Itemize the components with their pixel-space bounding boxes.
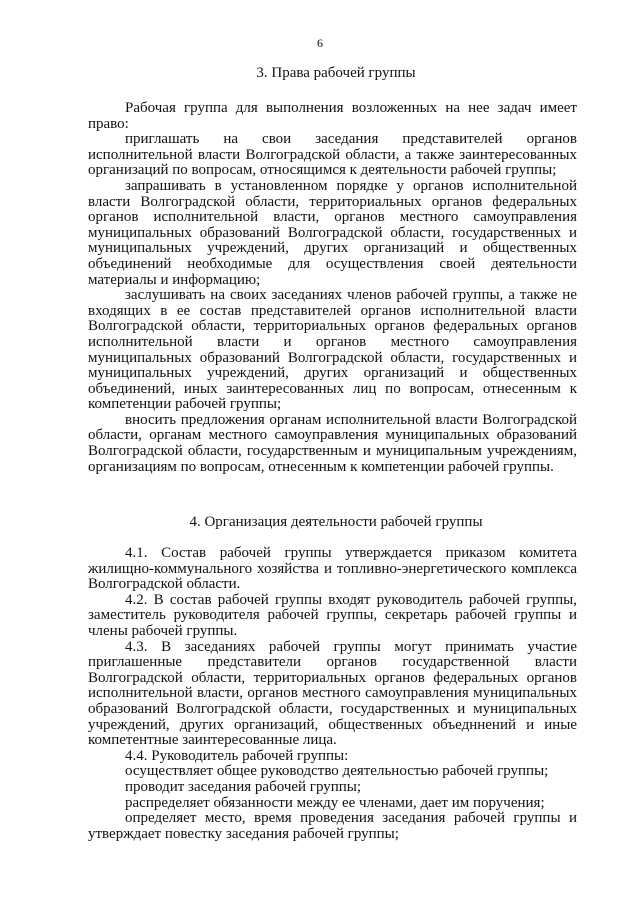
section-4-body <box>88 546 577 842</box>
section-4-paragraph: 4.2. В состав рабочей группы входят руководитель рабочей группы, заместитель руководителя рабочей группы, секретарь рабочей группы и члены рабочей группы. <box>88 591 577 639</box>
section-4-heading: 4. Организация деятельности рабочей группы <box>189 514 483 530</box>
section-3-paragraph: запрашивать в установленном порядке у органов исполнительной власти Волгоградской области, территориальных органов федеральных органов исполнительной власти, органов местного самоуправления муниципальных образований Волгоградской области, государственных и муниципальных учреждений, других организаций и общественных объединений необходимые для осуществления своей деятельности материалы и информацию; <box>88 177 577 288</box>
section-4-paragraph: 4.1. Состав рабочей группы утверждается приказом комитета жилищно-коммунального хозяйства и топливно-энергетического комплекса Волгоградской области. <box>88 545 577 593</box>
section-3-paragraph: вносить предложения органам исполнительной власти Волгоградской области, органам местного самоуправления муниципальных образований Волгоградской области, государственным и муниципальным учреждениям, организациям по вопросам, отнесенным к компетенции рабочей группы. <box>88 411 577 475</box>
section-4-paragraph: осуществляет общее руководство деятельностью рабочей группы; <box>125 763 549 780</box>
section-3-body <box>88 101 577 475</box>
section-4-paragraph: проводит заседания рабочей группы; <box>125 778 362 795</box>
section-3-paragraph: заслушивать на своих заседаниях членов рабочей группы, а также не входящих в ее состав представителей органов исполнительной власти Волгоградской области, территориальных органов федеральных органов исполнительной власти и органов местного самоуправления муниципальных образований Волгоградской области, государственных и муниципальных учреждений, других организаций и общественных объединений, иных заинтересованных лиц по вопросам, отнесенным к компетенции рабочей группы; <box>88 287 577 413</box>
section-4-paragraph: определяет место, время проведения заседания рабочей группы и утверждает повестку заседания рабочей группы; <box>88 810 577 842</box>
section-3-heading: 3. Права рабочей группы <box>256 65 416 81</box>
section-4-paragraph: распределяет обязанности между ее членами, дает им поручения; <box>125 794 545 811</box>
page-number: 6 <box>317 36 323 50</box>
section-4-paragraph: 4.3. В заседаниях рабочей группы могут принимать участие приглашенные представители органов государственной власти Волгоградской области, территориальных органов федеральных органов исполнительной власти, органов местного самоуправления муниципальных образований Волгоградской области, государственных и муниципальных учреждений, других организаций, общественных объедннений и иные компетентные заинтересованные лица. <box>88 638 577 749</box>
section-4-paragraph: 4.4. Руководитель рабочей группы: <box>125 747 349 764</box>
section-3-paragraph: приглашать на свои заседания представителей органов исполнительной власти Волгоградской области, а также заинтересованных организаций по вопросам, относящимся к деятельности рабочей группы; <box>88 131 577 179</box>
section-3-paragraph: Рабочая группа для выполнения возложенных на нее задач имеет право: <box>88 100 577 132</box>
